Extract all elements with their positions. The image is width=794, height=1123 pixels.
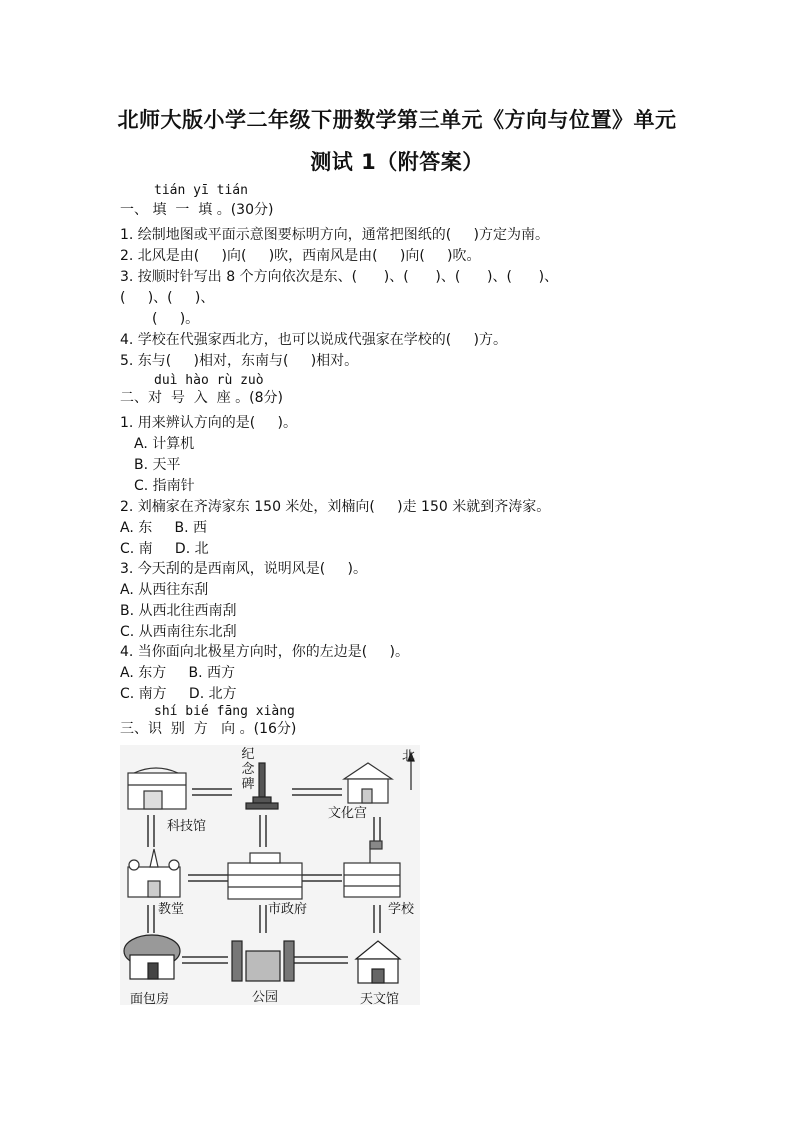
section2-heading: 二、对 号 入 座 。(8分) bbox=[120, 390, 283, 406]
direction-map bbox=[120, 745, 420, 1005]
question-line: 3. 按顺时针写出 8 个方向依次是东、( )、( )、( )、( )、 bbox=[120, 269, 559, 285]
question-line: 2. 刘楠家在齐涛家东 150 米处，刘楠向( )走 150 米就到齐涛家。 bbox=[120, 499, 551, 515]
option-line: B. 从西北往西南刮 bbox=[120, 603, 237, 619]
option-line: B. 天平 bbox=[134, 457, 181, 473]
section1-pinyin: tián yī tián bbox=[154, 183, 248, 198]
place-label: 天文馆 bbox=[360, 992, 400, 1007]
section2-pinyin: duì hào rù zuò bbox=[154, 373, 264, 388]
question-line: ( )、( )、 bbox=[120, 290, 215, 306]
question-line: 1. 绘制地图或平面示意图要标明方向，通常把图纸的( )方定为南。 bbox=[120, 227, 549, 243]
place-label: 文化宫 bbox=[328, 806, 368, 821]
question-line: 4. 当你面向北极星方向时，你的左边是( )。 bbox=[120, 644, 409, 660]
option-line: A. 东 B. 西 bbox=[120, 520, 207, 536]
option-line: C. 指南针 bbox=[134, 478, 195, 494]
option-line: C. 南方 D. 北方 bbox=[120, 686, 237, 702]
map-drawing bbox=[120, 745, 420, 1005]
option-line: C. 南 D. 北 bbox=[120, 541, 209, 557]
question-line: 3. 今天刮的是西南风，说明风是( )。 bbox=[120, 561, 367, 577]
page-title-line1: 北师大版小学二年级下册数学第三单元《方向与位置》单元 bbox=[117, 108, 677, 132]
place-label: 学校 bbox=[388, 902, 415, 917]
option-line: A. 计算机 bbox=[134, 436, 195, 452]
section3-heading: 三、识 别 方 向 。(16分) bbox=[120, 721, 297, 737]
question-line: ( )。 bbox=[152, 311, 200, 327]
option-line: C. 从西南往东北刮 bbox=[120, 624, 237, 640]
section1-heading: 一、 填 一 填 。(30分) bbox=[120, 202, 274, 218]
question-line: 5. 东与( )相对，东南与( )相对。 bbox=[120, 353, 359, 369]
page-title-line2: 测试 1（附答案） bbox=[310, 150, 484, 174]
question-line: 1. 用来辨认方向的是( )。 bbox=[120, 415, 297, 431]
monument-label: 纪念碑 bbox=[241, 747, 255, 792]
place-label: 面包房 bbox=[130, 992, 170, 1007]
place-label: 教堂 bbox=[158, 902, 185, 917]
north-label: 北 bbox=[402, 749, 416, 764]
place-label: 科技馆 bbox=[167, 819, 207, 834]
option-line: A. 从西往东刮 bbox=[120, 582, 209, 598]
section3-pinyin: shí bié fāng xiàng bbox=[154, 704, 295, 719]
option-line: A. 东方 B. 西方 bbox=[120, 665, 235, 681]
question-line: 2. 北风是由( )向( )吹，西南风是由( )向( )吹。 bbox=[120, 248, 481, 264]
place-label: 公园 bbox=[252, 990, 279, 1005]
question-line: 4. 学校在代强家西北方，也可以说成代强家在学校的( )方。 bbox=[120, 332, 507, 348]
place-label: 市政府 bbox=[268, 902, 308, 917]
